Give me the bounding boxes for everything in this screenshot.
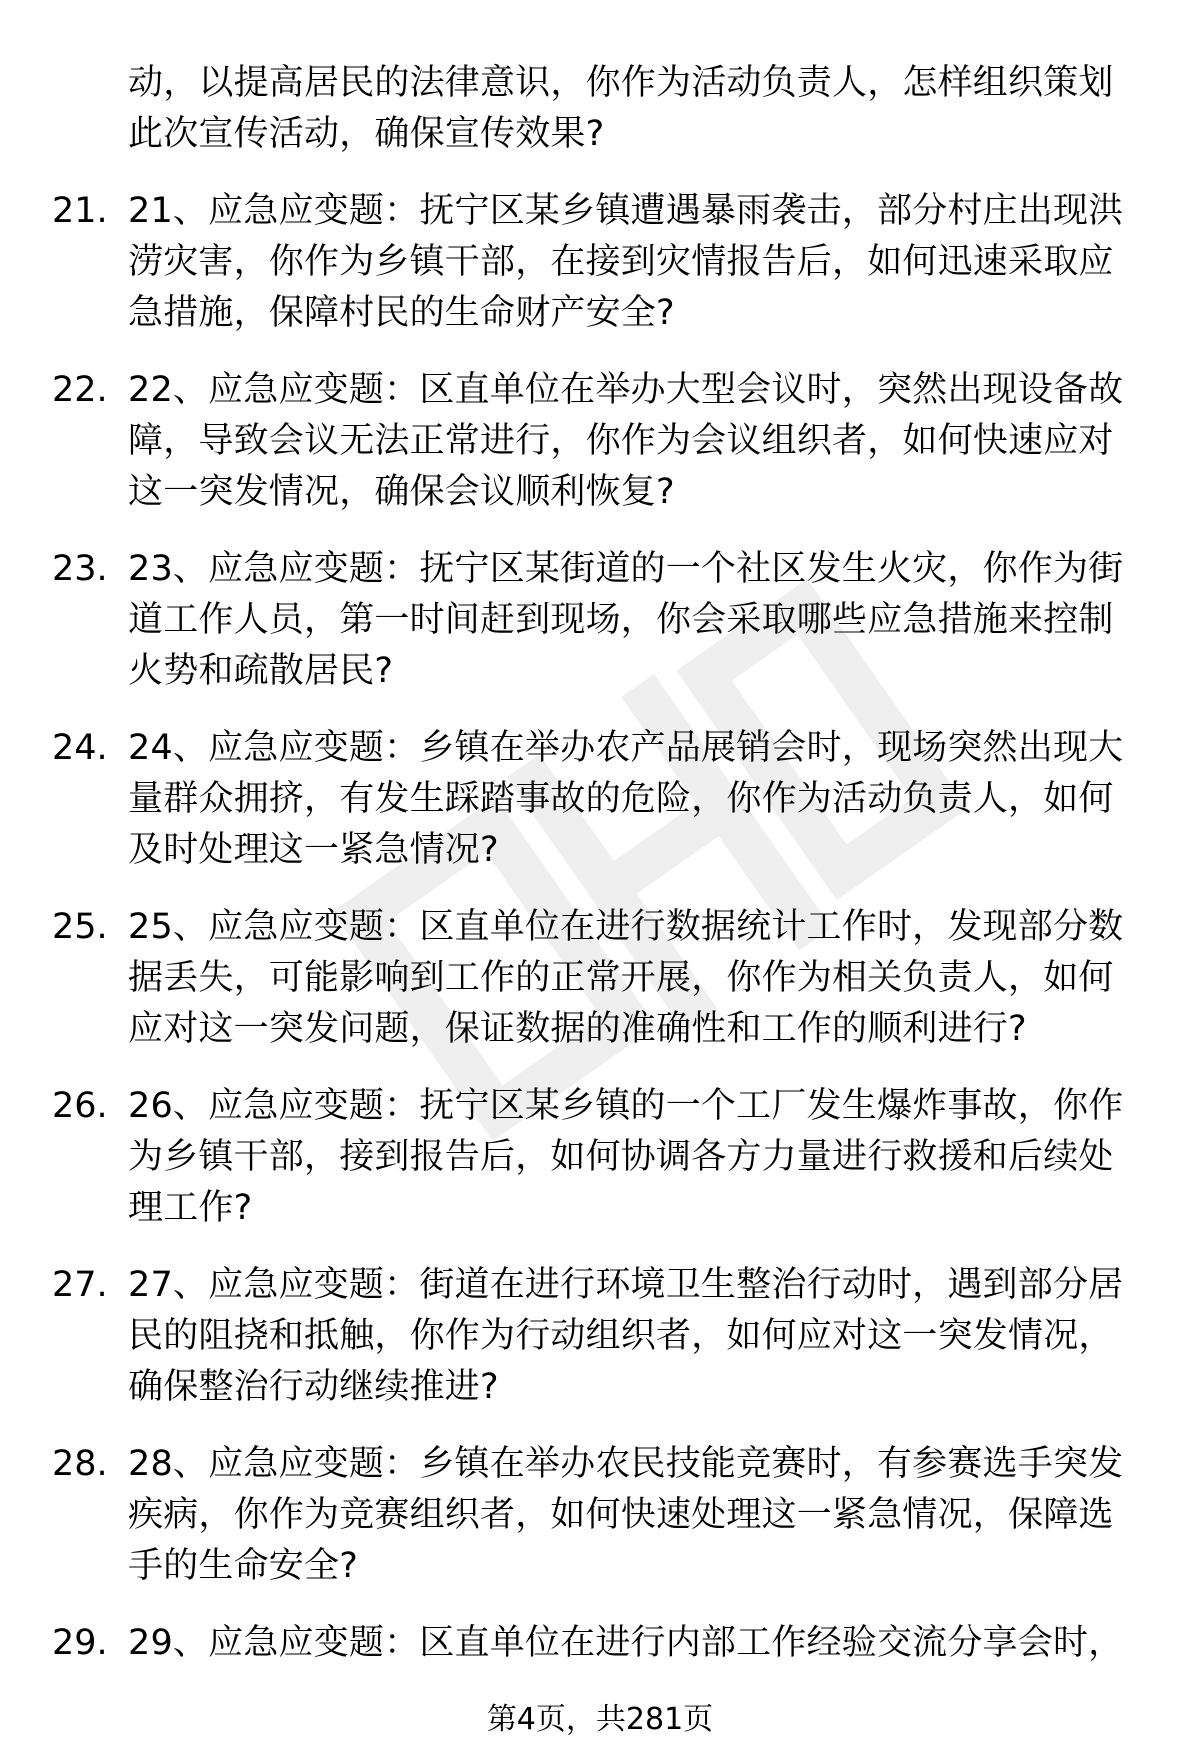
question-text: 动，以提高居民的法律意识，你作为活动负责人，怎样组织策划此次宣传活动，确保宣传效果? bbox=[128, 63, 1114, 154]
list-item bbox=[0, 1260, 1200, 1413]
question-text: 27、应急应变题：街道在进行环境卫生整治行动时，遇到部分居民的阻挠和抵触，你作为行动组织者，如何应对这一突发情况，确保整治行动继续推进? bbox=[128, 1265, 1124, 1407]
question-number: 24. bbox=[52, 728, 108, 768]
question-number: 21. bbox=[52, 191, 108, 231]
question-number: 29. bbox=[52, 1623, 108, 1663]
question-text: 29、应急应变题：区直单位在进行内部工作经验交流分享会时， bbox=[128, 1623, 1124, 1663]
question-number: 25. bbox=[52, 907, 108, 947]
question-text: 22、应急应变题：区直单位在举办大型会议时，突然出现设备故障，导致会议无法正常进行，你作为会议组织者，如何快速应对这一突发情况，确保会议顺利恢复? bbox=[128, 370, 1124, 512]
question-text: 21、应急应变题：抚宁区某乡镇遭遇暴雨袭击，部分村庄出现洪涝灾害，你作为乡镇干部，在接到灾情报告后，如何迅速采取应急措施，保障村民的生命财产安全? bbox=[128, 191, 1124, 333]
question-text: 28、应急应变题：乡镇在举办农民技能竞赛时，有参赛选手突发疾病，你作为竞赛组织者，如何快速处理这一紧急情况，保障选手的生命安全? bbox=[128, 1444, 1124, 1586]
list-item bbox=[0, 1081, 1200, 1234]
question-number: 22. bbox=[52, 370, 108, 410]
list-item bbox=[0, 58, 1200, 160]
question-text: 25、应急应变题：区直单位在进行数据统计工作时，发现部分数据丢失，可能影响到工作的正常开展，你作为相关负责人，如何应对这一突发问题，保证数据的准确性和工作的顺利进行? bbox=[128, 907, 1124, 1049]
page-footer: 第4页，共281页 bbox=[486, 1702, 714, 1737]
list-item bbox=[0, 723, 1200, 876]
list-item bbox=[0, 186, 1200, 339]
question-text: 24、应急应变题：乡镇在举办农产品展销会时，现场突然出现大量群众拥挤，有发生踩踏事故的危险，你作为活动负责人，如何及时处理这一紧急情况? bbox=[128, 728, 1124, 870]
question-list bbox=[0, 58, 1200, 1695]
question-text: 26、应急应变题：抚宁区某乡镇的一个工厂发生爆炸事故，你作为乡镇干部，接到报告后，如何协调各方力量进行救援和后续处理工作? bbox=[128, 1086, 1124, 1228]
list-item bbox=[0, 544, 1200, 697]
list-item bbox=[0, 365, 1200, 518]
list-item bbox=[0, 1439, 1200, 1592]
list-item bbox=[0, 902, 1200, 1055]
question-number: 26. bbox=[52, 1086, 108, 1126]
question-number: 28. bbox=[52, 1444, 108, 1484]
question-text: 23、应急应变题：抚宁区某街道的一个社区发生火灾，你作为街道工作人员，第一时间赶到现场，你会采取哪些应急措施来控制火势和疏散居民? bbox=[128, 549, 1124, 691]
list-item bbox=[0, 1618, 1200, 1669]
question-number: 23. bbox=[52, 549, 108, 589]
question-number: 27. bbox=[52, 1265, 108, 1305]
